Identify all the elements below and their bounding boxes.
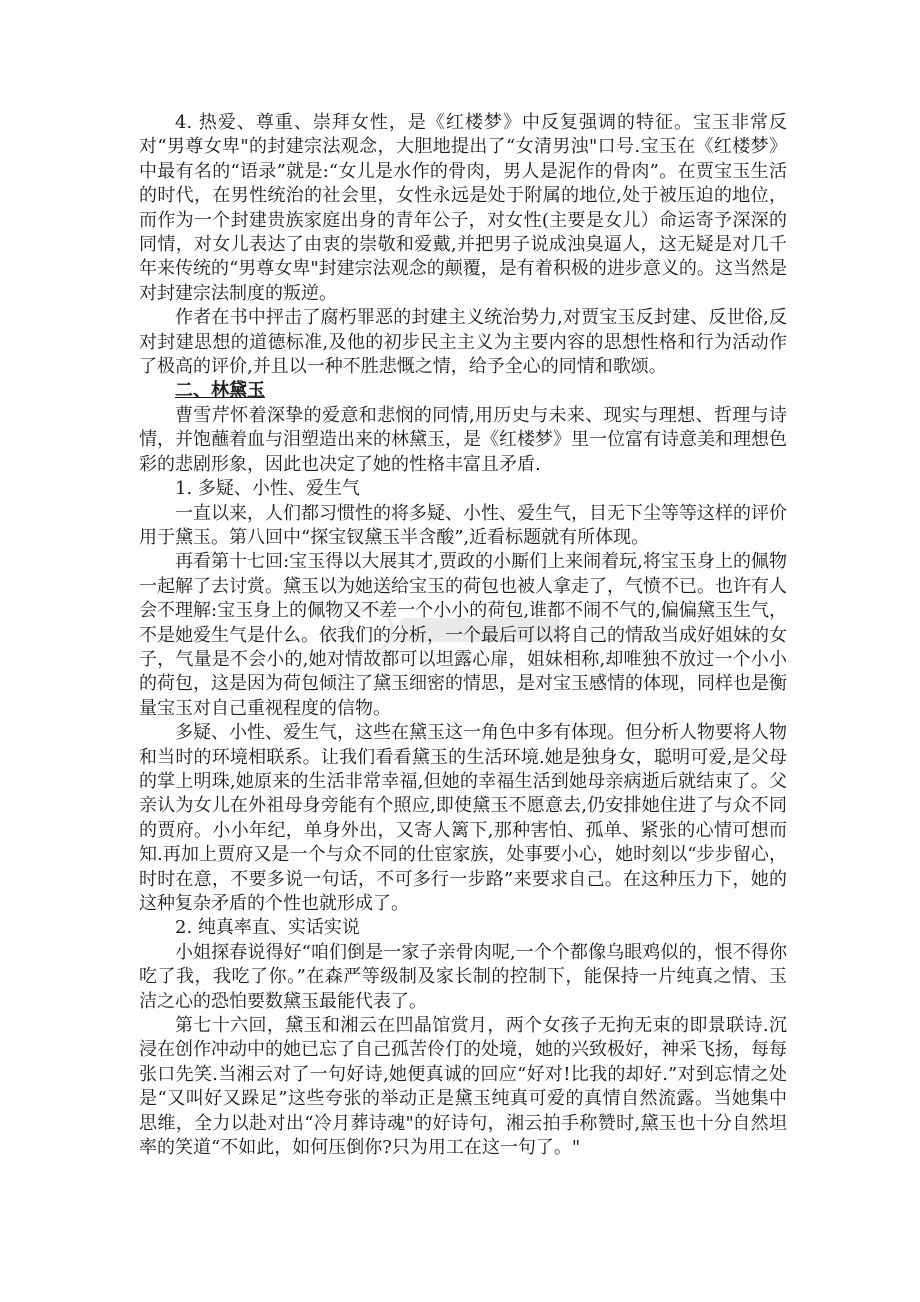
paragraph: 第七十六回，黛玉和湘云在凹晶馆赏月，两个女孩子无拘无束的即景联诗.沉浸在创作冲动中的她已忘了自己孤苦伶仃的处境，她的兴致极好，神采飞扬，每每张口先笑.当湘云对了一句好诗,她便真诚的回应“好对!比我的却好.”对到忘情之处是“又叫好又跺足”这些夸张的举动正是黛玉纯真可爱的真情自然流露。当她集中思维，全力以赴对出“冷月葬诗魂"的好诗句，湘云拍手称赞时,黛玉也十分自然坦率的笑道“不如此，如何压倒你?只为用工在这一句了。" (139, 1015, 787, 1159)
section-heading-text: 二、林黛玉 (175, 380, 265, 402)
subheading-2: 2. 纯真率直、实话实说 (175, 917, 360, 939)
paragraph: 再看第十七回:宝玉得以大展其才,贾政的小厮们上来闹着玩,将宝玉身上的佩物一起解了去讨赏。黛玉以为她送给宝玉的荷包也被人拿走了，气愤不已。也许有人会不理解:宝玉身上的佩物又不差一个小小的荷包,谁都不闹不气的,偏偏黛玉生气，不是她爱生气是什么。依我们的分析，一个最后可以将自己的情敌当成好姐妹的女子，气量是不会小的,她对情故都可以坦露心扉，姐妹相称,却唯独不放过一个小小的荷包，这是因为荷包倾注了黛玉细密的情思，是对宝玉感情的体现，同样也是衡量宝玉对自己重视程度的信物。 (139, 551, 787, 719)
paragraph: 作者在书中抨击了腐朽罪恶的封建主义统治势力,对贾宝玉反封建、反世俗,反对封建思想的道德标准,及他的初步民主主义为主要内容的思想性格和行为活动作了极高的评价,并且以一种不胜悲慨之情，给予全心的同情和歌颂。 (139, 307, 787, 378)
paragraph: 小姐探春说得好“咱们倒是一家子亲骨肉呢,一个个都像乌眼鸡似的，恨不得你吃了我，我吃了你。”在森严等级制及家长制的控制下，能保持一片纯真之情、玉洁之心的恐怕要数黛玉最能代表了。 (139, 941, 787, 1012)
subheading-1: 1. 多疑、小性、爱生气 (175, 478, 360, 500)
paragraph: 一直以来，人们都习惯性的将多疑、小性、爱生气，目无下尘等等这样的评价用于黛玉。第八回中“探宝钗黛玉半含酸”,近看标题就有所体现。 (139, 502, 787, 548)
section-heading (139, 379, 787, 403)
paragraph: 曹雪芹怀着深挚的爱意和悲悯的同情,用历史与未来、现实与理想、哲理与诗情，并饱蘸着血与泪塑造出来的林黛玉，是《红楼梦》里一位富有诗意美和理想色彩的悲剧形象，因此也决定了她的性格丰富且矛盾. (139, 404, 787, 475)
document-body (139, 111, 787, 1160)
paragraph-4-heading-para: 4. 热爱、尊重、崇拜女性，是《红楼梦》中反复强调的特征。宝玉非常反对“男尊女卑"的封建宗法观念，大胆地提出了“女清男浊"口号.宝玉在《红楼梦》中最有名的“语录”就是:“女儿是水作的骨肉，男人是泥作的骨肉”。在贾宝玉生活的时代，在男性统治的社会里，女性永远是处于附属的地位,处于被压迫的地位，而作为一个封建贵族家庭出身的青年公子，对女性(主要是女儿）命运寄予深深的同情，对女儿表达了由衷的崇敬和爱戴,并把男子说成浊臭逼人，这无疑是对几千年来传统的“男尊女卑"封建宗法观念的颠覆，是有着积极的进步意义的。这当然是对封建宗法制度的叛逆。 (139, 112, 787, 304)
paragraph: 多疑、小性、爱生气，这些在黛玉这一角色中多有体现。但分析人物要将人物和当时的环境相联系。让我们看看黛玉的生活环境.她是独身女，聪明可爱,是父母的掌上明珠,她原来的生活非常幸福,但她的幸福生活到她母亲病逝后就结束了。父亲认为女儿在外祖母身旁能有个照应,即使黛玉不愿意去,仍安排她住进了与众不同的贾府。小小年纪，单身外出，又寄人篱下,那种害怕、孤单、紧张的心情可想而知.再加上贾府又是一个与众不同的仕宦家族，处事要小心，她时刻以“步步留心，时时在意，不要多说一句话，不可多行一步路”来要求自己。在这种压力下，她的这种复杂矛盾的个性也就形成了。 (139, 722, 787, 914)
